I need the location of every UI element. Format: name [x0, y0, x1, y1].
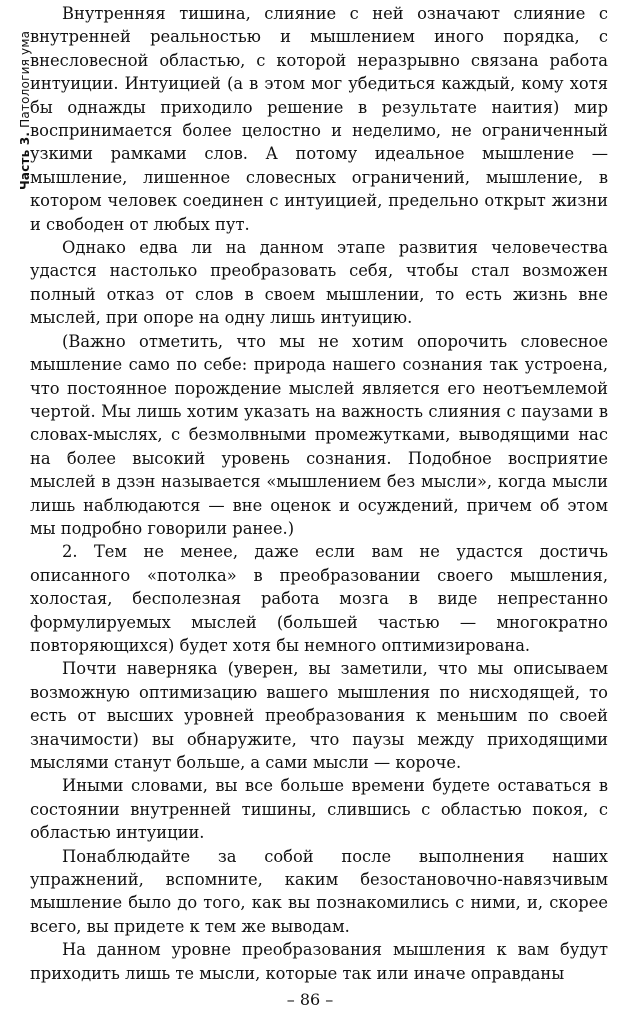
page-body: [30, 2, 608, 985]
paragraph: 2. Тем не менее, даже если вам не удастся достичь описанного «потолка» в преобразовании своего мышления, холостая, бесполезная работа мозга в виде непрестанно формулируемых мыслей (большей частью — многократно повторяющихся) будет хотя бы немного оптимизирована.: [30, 542, 608, 655]
page-number: – 86 –: [286, 990, 334, 1009]
paragraph: Однако едва ли на данном этапе развития человечества удастся настолько преобразовать себя, чтобы стал возможен полный отказ от слов в своем мышлении, то есть жизнь вне мыслей, при опоре на одну лишь интуицию.: [30, 238, 608, 328]
paragraph: (Важно отметить, что мы не хотим опорочить словесное мышление само по себе: природа нашего сознания так устроена, что постоянное порождение мыслей является его неотъемлемой чертой. Мы лишь хотим указать на важность слияния с паузами в словах-мыслях, с безмолвными промежутками, выводящими нас на более высокий уровень сознания. Подобное восприятие мыслей в дзэн называется «мышлением без мысли», когда мысли лишь наблюдаются — вне оценок и осуждений, причем об этом мы подробно говорили ранее.): [30, 331, 608, 538]
header-title: Патология ума: [18, 30, 32, 128]
paragraph: Иными словами, вы все больше времени будете оставаться в состоянии внутренней тишины, слившись с областью покоя, с областью интуиции.: [30, 776, 608, 843]
paragraph: На данном уровне преобразования мышления к вам будут приходить лишь те мысли, которые так или иначе оправданы: [30, 940, 608, 983]
paragraph: Понаблюдайте за собой после выполнения наших упражнений, вспомните, каким безостановочно-навязчивым мышление было до того, как вы познакомились с ними, и, скорее всего, вы придете к тем же выводам.: [30, 846, 608, 936]
paragraph: Внутренняя тишина, слияние с ней означают слияние с внутренней реальностью и мышлением иного порядка, с внесловесной областью, с которой неразрывно связана работа интуиции. Интуицией (а в этом мог убедиться каждый, кому хотя бы однажды приходило решение в результате наития) мир воспринимается более целостно и неделимо, не ограниченный узкими рамками слов. А потому идеальное мышление — мышление, лишенное словесных ограничений, мышление, в котором человек соединен с интуицией, предельно открыт жизни и свободен от любых пут.: [30, 4, 608, 234]
header-part-label: Часть 3.: [18, 131, 32, 190]
running-header: [0, 0, 32, 200]
paragraph: Почти наверняка (уверен, вы заметили, что мы описываем возможную оптимизацию вашего мышления по нисходящей, то есть от высших уровней преобразования к меньшим по своей значимости) вы обнаружите, что паузы между приходящими мыслями станут больше, а сами мысли — короче.: [30, 659, 608, 772]
